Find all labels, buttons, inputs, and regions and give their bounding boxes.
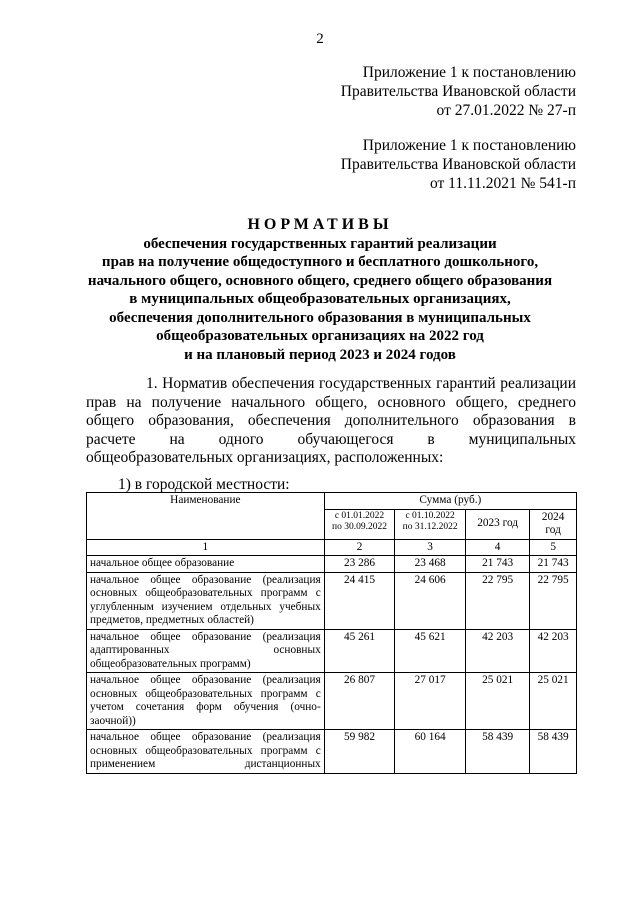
title-line: и на плановый период 2023 и 2024 годов — [184, 346, 456, 363]
appendix-current — [341, 63, 576, 120]
row-value: 58 439 — [465, 730, 529, 774]
table-row — [87, 572, 577, 629]
appendix-line: от 11.11.2021 № 541-п — [429, 175, 576, 192]
appendix-line: Правительства Ивановской области — [340, 156, 576, 173]
row-value: 22 795 — [465, 572, 529, 629]
title-line: начального общего, основного общего, среднего общего образования — [87, 272, 553, 289]
appendix-previous — [341, 136, 576, 193]
row-value: 21 743 — [530, 556, 577, 573]
period-from: с 01.01.2022 — [334, 510, 385, 521]
document-title — [0, 216, 640, 364]
row-value: 59 982 — [324, 730, 395, 774]
row-value: 21 743 — [465, 556, 529, 573]
table-row — [87, 629, 577, 673]
title-line: прав на получение общедоступного и бесплатного дошкольного, — [101, 254, 539, 270]
row-value: 24 415 — [324, 572, 395, 629]
title-heading: НОРМАТИВЫ — [247, 216, 393, 233]
appendix-line: Правительства Ивановской области — [340, 83, 576, 100]
row-name: начальное общее образование (реализация основных общеобразовательных программ с учетом сочетания форм обучения (очно-заочной)) — [87, 673, 325, 730]
col-number: 5 — [530, 539, 577, 556]
table-header-row — [87, 493, 577, 510]
header-period: 2024 год — [530, 509, 577, 539]
title-line: общеобразовательных организациях на 2022 год — [156, 328, 484, 344]
header-period — [395, 509, 466, 539]
row-value: 60 164 — [395, 730, 466, 774]
title-line: в муниципальных общеобразовательных организациях, — [129, 291, 511, 307]
appendix-line: Приложение 1 к постановлению — [362, 137, 576, 154]
appendix-line: от 27.01.2022 № 27-п — [436, 102, 576, 119]
header-period: 2023 год — [465, 509, 529, 539]
row-name: начальное общее образование (реализация основных общеобразовательных программ с применением дистанционных — [87, 730, 325, 774]
table-row — [87, 673, 577, 730]
title-line: обеспечения государственных гарантий реализации — [143, 235, 497, 252]
row-value: 27 017 — [395, 673, 466, 730]
row-value: 42 203 — [465, 629, 529, 673]
col-number: 2 — [324, 539, 395, 556]
row-value: 58 439 — [530, 730, 577, 774]
col-number: 3 — [395, 539, 466, 556]
period-from: с 01.10.2022 — [405, 510, 455, 521]
row-value: 24 606 — [395, 572, 466, 629]
period-to: по 31.12.2022 — [402, 521, 458, 532]
header-name: Наименование — [87, 493, 325, 540]
row-value: 23 286 — [324, 556, 395, 573]
table-colnum-row — [87, 539, 577, 556]
table-row — [87, 556, 577, 573]
row-value: 25 021 — [465, 673, 529, 730]
norms-table — [86, 492, 577, 774]
appendix-line: Приложение 1 к постановлению — [362, 64, 576, 81]
row-name: начальное общее образование (реализация адаптированных основных общеобразовательных программ) — [87, 629, 325, 673]
row-name: начальное общее образование (реализация основных общеобразовательных программ с углубленным изучением отдельных учебных предметов, предметных областей) — [87, 572, 325, 629]
row-name: начальное общее образование — [87, 556, 325, 573]
table-row — [87, 730, 577, 774]
header-period — [324, 509, 395, 539]
col-number: 4 — [465, 539, 529, 556]
row-value: 45 621 — [395, 629, 466, 673]
page-number: 2 — [316, 31, 324, 47]
col-number: 1 — [87, 539, 325, 556]
row-value: 26 807 — [324, 673, 395, 730]
title-line: обеспечения дополнительного образования в муниципальных — [109, 309, 531, 326]
row-value: 42 203 — [530, 629, 577, 673]
row-value: 25 021 — [530, 673, 577, 730]
header-sum: Сумма (руб.) — [324, 493, 576, 510]
subheading-urban: 1) в городской местности: — [118, 476, 290, 493]
row-value: 23 468 — [395, 556, 466, 573]
row-value: 22 795 — [530, 572, 577, 629]
row-value: 45 261 — [324, 629, 395, 673]
period-to: по 30.09.2022 — [332, 521, 387, 532]
paragraph-1: 1. Норматив обеспечения государственных гарантий реализации прав на получение начального общего, основного общего, среднего общего образования, обеспечения дополнительного образования в расчете на одного обучающегося в муниципальных общеобразовательных организациях, расположенных: — [86, 375, 576, 467]
